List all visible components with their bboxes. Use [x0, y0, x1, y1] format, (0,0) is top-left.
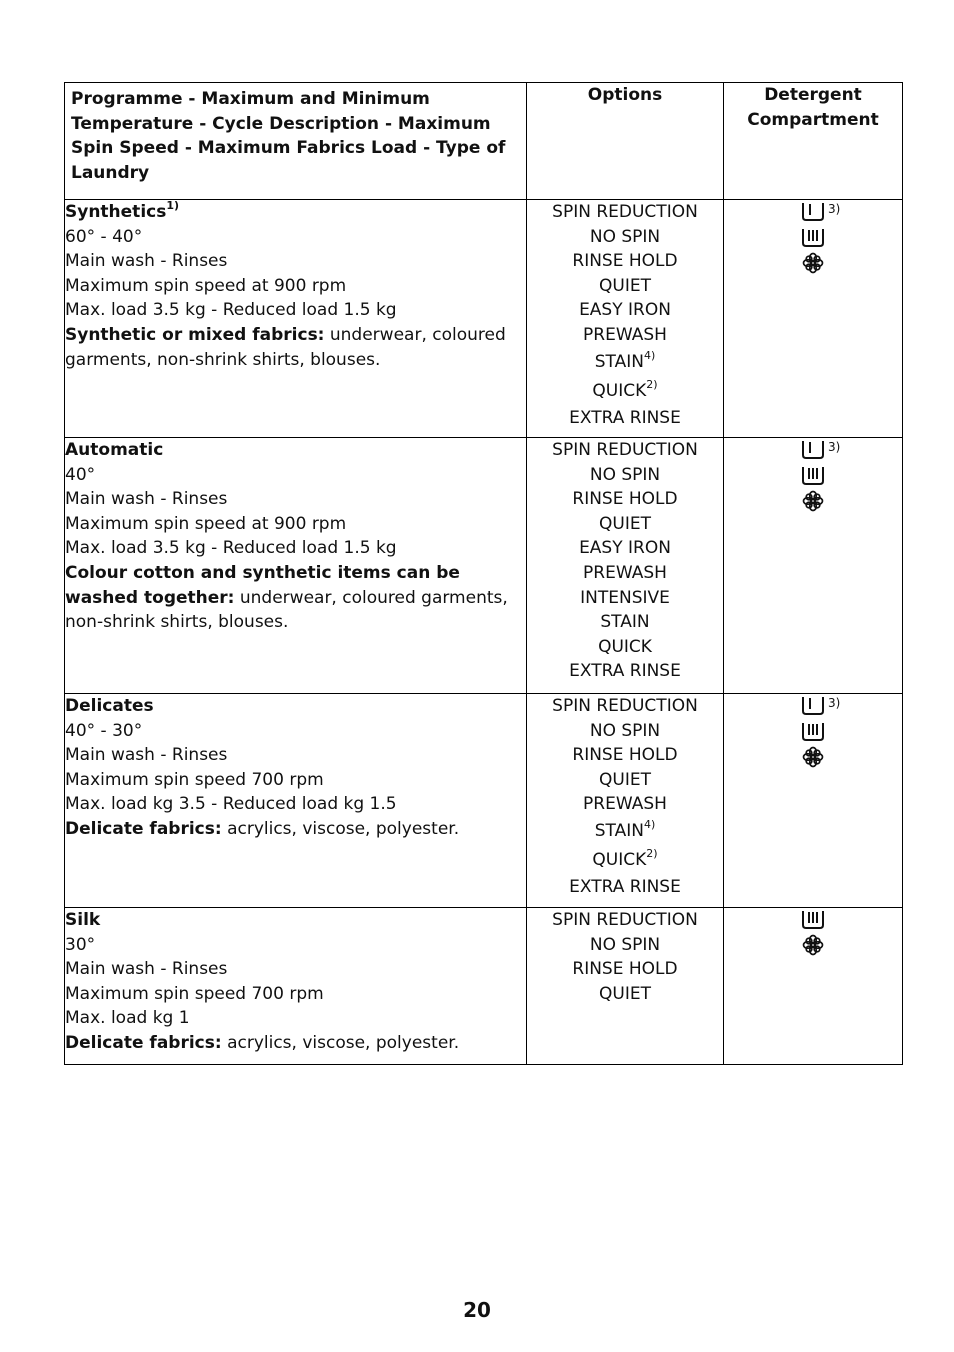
option-item: [527, 298, 723, 323]
option-item: [527, 225, 723, 250]
option-item: [527, 875, 723, 900]
table-header-row: [65, 83, 903, 200]
option-label: PREWASH: [583, 794, 667, 815]
option-label: QUIET: [599, 769, 651, 790]
laundry-type: [65, 817, 526, 842]
option-label: EXTRA RINSE: [569, 876, 681, 897]
option-item: [527, 323, 723, 348]
programme-temp: 40°: [65, 464, 96, 485]
programme-description: [65, 200, 527, 438]
option-label: INTENSIVE: [580, 587, 670, 608]
options-list: [527, 200, 724, 438]
programme-temp: 60° - 40°: [65, 226, 143, 247]
option-item: [527, 817, 723, 846]
laundry-type-label: Colour cotton and synthetic items can be washed together:: [65, 562, 460, 608]
options-list: [527, 694, 724, 908]
detergent-icon-row: [724, 490, 902, 516]
option-label: EXTRA RINSE: [569, 661, 681, 682]
detergent-icon-row: [724, 226, 902, 252]
detergent-compartments: [724, 694, 903, 908]
programme-row: [65, 438, 903, 694]
programme-cycle: Main wash - Rinses: [65, 489, 228, 510]
option-item: [527, 719, 723, 744]
softener-flower-icon: [801, 254, 825, 274]
option-item: [527, 274, 723, 299]
option-label: QUIET: [599, 513, 651, 534]
option-label: NO SPIN: [589, 934, 661, 955]
detergent-icon-row: [724, 438, 902, 464]
option-footnote: 4): [643, 818, 656, 832]
option-item: [527, 768, 723, 793]
programme-name: Synthetics: [65, 202, 167, 222]
programme-name: Automatic: [65, 440, 164, 460]
detergent-icon-row: [724, 746, 902, 772]
option-label: SPIN REDUCTION: [552, 440, 698, 460]
laundry-type-text: underwear, coloured garments, non-shrink shirts, blouses.: [65, 324, 506, 370]
options-list: [527, 908, 724, 1065]
programme-description: [65, 438, 527, 694]
option-label: SPIN REDUCTION: [552, 910, 698, 930]
detergent-footnote: 3): [828, 696, 841, 710]
programme-cycle: Main wash - Rinses: [65, 251, 228, 272]
option-label: EXTRA RINSE: [569, 407, 681, 428]
laundry-type-label: Delicate fabrics:: [65, 1032, 222, 1053]
programme-cycle: Main wash - Rinses: [65, 959, 228, 980]
option-item: [527, 792, 723, 817]
softener-flower-icon: [801, 748, 825, 768]
detergent-footnote: 3): [828, 202, 841, 216]
detergent-icon-row: [724, 252, 902, 278]
detergent-icon-row: [724, 200, 902, 226]
option-footnote: 4): [643, 348, 656, 362]
option-item: [527, 463, 723, 488]
softener-flower-icon: [801, 492, 825, 512]
option-item: [527, 846, 723, 875]
option-label: NO SPIN: [589, 464, 661, 485]
option-item: [527, 249, 723, 274]
laundry-type-label: Delicate fabrics:: [65, 818, 222, 839]
option-label: RINSE HOLD: [572, 489, 678, 510]
prewash-compartment-icon: [801, 440, 825, 460]
detergent-icon-row: [724, 464, 902, 490]
main-wash-compartment-icon: [801, 910, 825, 930]
option-item: [527, 200, 723, 225]
option-footnote: 2): [646, 377, 658, 391]
programme-footnote: 1): [166, 199, 180, 213]
option-item: [527, 512, 723, 537]
option-label: QUICK: [598, 636, 652, 657]
option-item: [527, 957, 723, 982]
programme-name-line: [65, 908, 526, 933]
option-label: RINSE HOLD: [572, 959, 678, 980]
option-label: QUICK: [592, 849, 647, 870]
programme-name-line: [65, 200, 526, 225]
option-label: EASY IRON: [579, 538, 671, 559]
option-item: [527, 933, 723, 958]
option-label: PREWASH: [583, 562, 667, 583]
option-label: STAIN: [600, 612, 650, 633]
prewash-compartment-icon: [801, 696, 825, 716]
detergent-icon-row: [724, 934, 902, 960]
option-item: [527, 743, 723, 768]
option-label: EASY IRON: [579, 300, 671, 321]
programme-row: [65, 200, 903, 438]
programme-spin: Maximum spin speed at 900 rpm: [65, 275, 347, 296]
prewash-compartment-icon: [801, 202, 825, 222]
programme-name-line: [65, 694, 526, 719]
option-label: PREWASH: [583, 324, 667, 345]
option-item: [527, 610, 723, 635]
option-footnote: 2): [646, 847, 658, 861]
option-label: SPIN REDUCTION: [552, 202, 698, 222]
option-label: STAIN: [594, 351, 644, 372]
option-label: QUIET: [599, 983, 651, 1004]
programme-table: [64, 82, 903, 1065]
main-wash-compartment-icon: [801, 228, 825, 248]
option-item: [527, 659, 723, 684]
page-number: 20: [463, 1298, 491, 1322]
option-item: [527, 348, 723, 377]
programme-spin: Maximum spin speed at 900 rpm: [65, 513, 347, 534]
option-label: SPIN REDUCTION: [552, 696, 698, 716]
main-wash-compartment-icon: [801, 722, 825, 742]
option-label: NO SPIN: [589, 226, 661, 247]
option-item: [527, 635, 723, 660]
programme-description: [65, 908, 527, 1065]
detergent-icon-row: [724, 694, 902, 720]
programme-row: [65, 694, 903, 908]
detergent-compartments: [724, 200, 903, 438]
softener-flower-icon: [801, 936, 825, 956]
laundry-type: [65, 561, 526, 635]
programme-cycle: Main wash - Rinses: [65, 745, 228, 766]
option-label: QUICK: [592, 380, 647, 401]
option-item: [527, 982, 723, 1007]
programme-name-line: [65, 438, 526, 463]
option-item: [527, 438, 723, 463]
option-label: RINSE HOLD: [572, 745, 678, 766]
option-label: RINSE HOLD: [572, 251, 678, 272]
programme-spin: Maximum spin speed 700 rpm: [65, 983, 324, 1004]
detergent-icon-row: [724, 720, 902, 746]
header-programme: Programme - Maximum and Minimum Temperature - Cycle Description - Maximum Spin Speed - Maximum Fabrics Load - Type of Laundry: [65, 83, 527, 200]
programme-row: [65, 908, 903, 1065]
laundry-type: [65, 1031, 526, 1056]
option-item: [527, 536, 723, 561]
header-detergent-compartment: Detergent Compartment: [724, 83, 903, 200]
option-item: [527, 586, 723, 611]
programme-name: Silk: [65, 910, 101, 930]
programme-load: Max. load kg 3.5 - Reduced load kg 1.5: [65, 794, 397, 815]
laundry-type-text: underwear, coloured garments, non-shrink shirts, blouses.: [65, 587, 508, 633]
detergent-compartments: [724, 438, 903, 694]
option-item: [527, 908, 723, 933]
main-wash-compartment-icon: [801, 466, 825, 486]
option-item: [527, 694, 723, 719]
laundry-type-text: acrylics, viscose, polyester.: [221, 1032, 460, 1053]
option-item: [527, 406, 723, 431]
option-label: STAIN: [594, 820, 644, 841]
laundry-type-text: acrylics, viscose, polyester.: [221, 818, 460, 839]
detergent-compartments: [724, 908, 903, 1065]
detergent-icon-row: [724, 908, 902, 934]
option-item: [527, 561, 723, 586]
header-options: Options: [527, 83, 724, 200]
programme-spin: Maximum spin speed 700 rpm: [65, 769, 324, 790]
option-label: QUIET: [599, 275, 651, 296]
programme-description: [65, 694, 527, 908]
programme-temp: 40° - 30°: [65, 720, 143, 741]
laundry-type: [65, 323, 526, 372]
programme-load: Max. load kg 1: [65, 1008, 190, 1029]
options-list: [527, 438, 724, 694]
programme-load: Max. load 3.5 kg - Reduced load 1.5 kg: [65, 538, 397, 559]
option-item: [527, 487, 723, 512]
option-item: [527, 377, 723, 406]
programme-name: Delicates: [65, 696, 154, 716]
detergent-footnote: 3): [828, 440, 841, 454]
programme-load: Max. load 3.5 kg - Reduced load 1.5 kg: [65, 300, 397, 321]
laundry-type-label: Synthetic or mixed fabrics:: [65, 324, 325, 345]
programme-temp: 30°: [65, 934, 96, 955]
option-label: NO SPIN: [589, 720, 661, 741]
